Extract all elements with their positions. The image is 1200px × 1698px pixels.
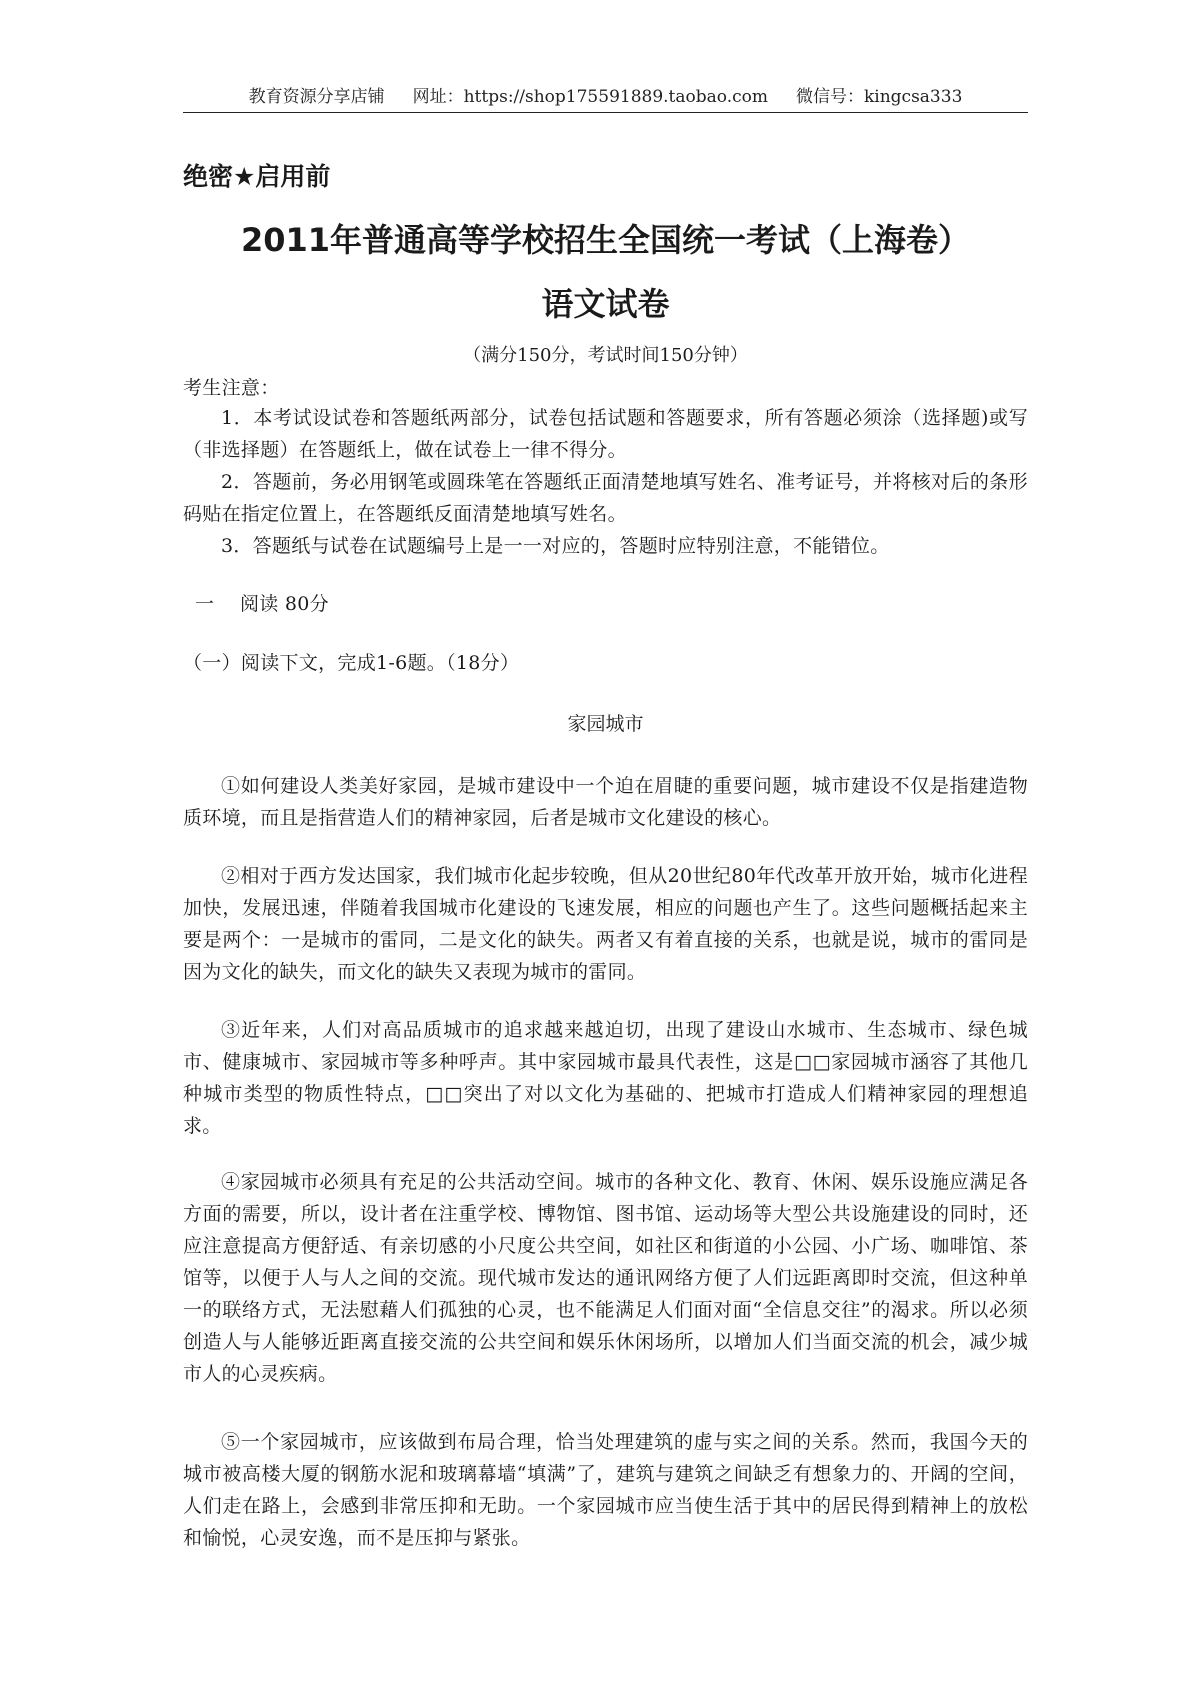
secret-label: 绝密★启用前	[183, 162, 331, 191]
notice-item-3: 3．答题纸与试卷在试题编号上是一一对应的，答题时应特别注意，不能错位。	[221, 535, 890, 557]
article-paragraph-2: ②相对于西方发达国家，我们城市化起步较晚，但从20世纪80年代改革开放开始，城市化进程加快，发展迅速，伴随着我国城市化建设的飞速发展，相应的问题也产生了。这些问题概括起来主要是两个：一是城市的雷同，二是文化的缺失。两者又有着直接的关系，也就是说，城市的雷同是因为文化的缺失，而文化的缺失又表现为城市的雷同。	[183, 865, 1028, 983]
notice-heading: 考生注意：	[183, 377, 280, 399]
article-title: 家园城市	[567, 713, 644, 735]
notice-item-2: 2．答题前，务必用钢笔或圆珠笔在答题纸正面清楚地填写姓名、准考证号，并将核对后的条形码贴在指定位置上，在答题纸反面清楚地填写姓名。	[183, 471, 1028, 525]
article-paragraph-1: ①如何建设人类美好家园，是城市建设中一个迫在眉睫的重要问题，城市建设不仅是指建造物质环境，而且是指营造人们的精神家园，后者是城市文化建设的核心。	[183, 775, 1028, 829]
header-store-name: 教育资源分享店铺	[248, 87, 385, 107]
score-time-note: （满分150分，考试时间150分钟）	[463, 345, 748, 366]
notice-item-1: 1．本考试设试卷和答题纸两部分，试卷包括试题和答题要求，所有答题必须涂（选择题)或写（非选择题）在答题纸上，做在试卷上一律不得分。	[183, 407, 1028, 461]
article-paragraph-5: ⑤一个家园城市，应该做到布局合理，恰当处理建筑的虚与实之间的关系。然而，我国今天的城市被高楼大厦的钢筋水泥和玻璃幕墙“填满”了，建筑与建筑之间缺乏有想象力的、开阔的空间，人们走在路上，会感到非常压抑和无助。一个家园城市应当使生活于其中的居民得到精神上的放松和愉悦，心灵安逸，而不是压抑与紧张。	[183, 1431, 1028, 1549]
exam-title: 2011年普通高等学校招生全国统一考试（上海卷）	[240, 221, 971, 259]
article-paragraph-4: ④家园城市必须具有充足的公共活动空间。城市的各种文化、教育、休闲、娱乐设施应满足各方面的需要，所以，设计者在注重学校、博物馆、图书馆、运动场等大型公共设施建设的同时，还应注意提高方便舒适、有亲切感的小尺度公共空间，如社区和街道的小公园、小广场、咖啡馆、茶馆等，以便于人与人之间的交流。现代城市发达的通讯网络方便了人们远距离即时交流，但这种单一的联络方式，无法慰藉人们孤独的心灵，也不能满足人们面对面“全信息交往”的渴求。所以必须创造人与人能够近距离直接交流的公共空间和娱乐休闲场所，以增加人们当面交流的机会，减少城市人的心灵疾病。	[183, 1171, 1028, 1385]
header-divider	[183, 112, 1028, 113]
page-header	[183, 84, 1028, 110]
exam-subject-title: 语文试卷	[541, 285, 670, 323]
header-wechat: 微信号：kingcsa333	[795, 87, 963, 107]
subsection-heading: （一）阅读下文，完成1-6题。（18分）	[183, 652, 520, 674]
section-heading: 一 阅读 80分	[195, 593, 329, 615]
header-website: 网址：https://shop175591889.taobao.com	[412, 87, 768, 107]
article-paragraph-3: ③近年来，人们对高品质城市的追求越来越迫切，出现了建设山水城市、生态城市、绿色城市、健康城市、家园城市等多种呼声。其中家园城市最具代表性，这是□□家园城市涵容了其他几种城市类型的物质性特点，□□突出了对以文化为基础的、把城市打造成人们精神家园的理想追求。	[183, 1019, 1028, 1137]
